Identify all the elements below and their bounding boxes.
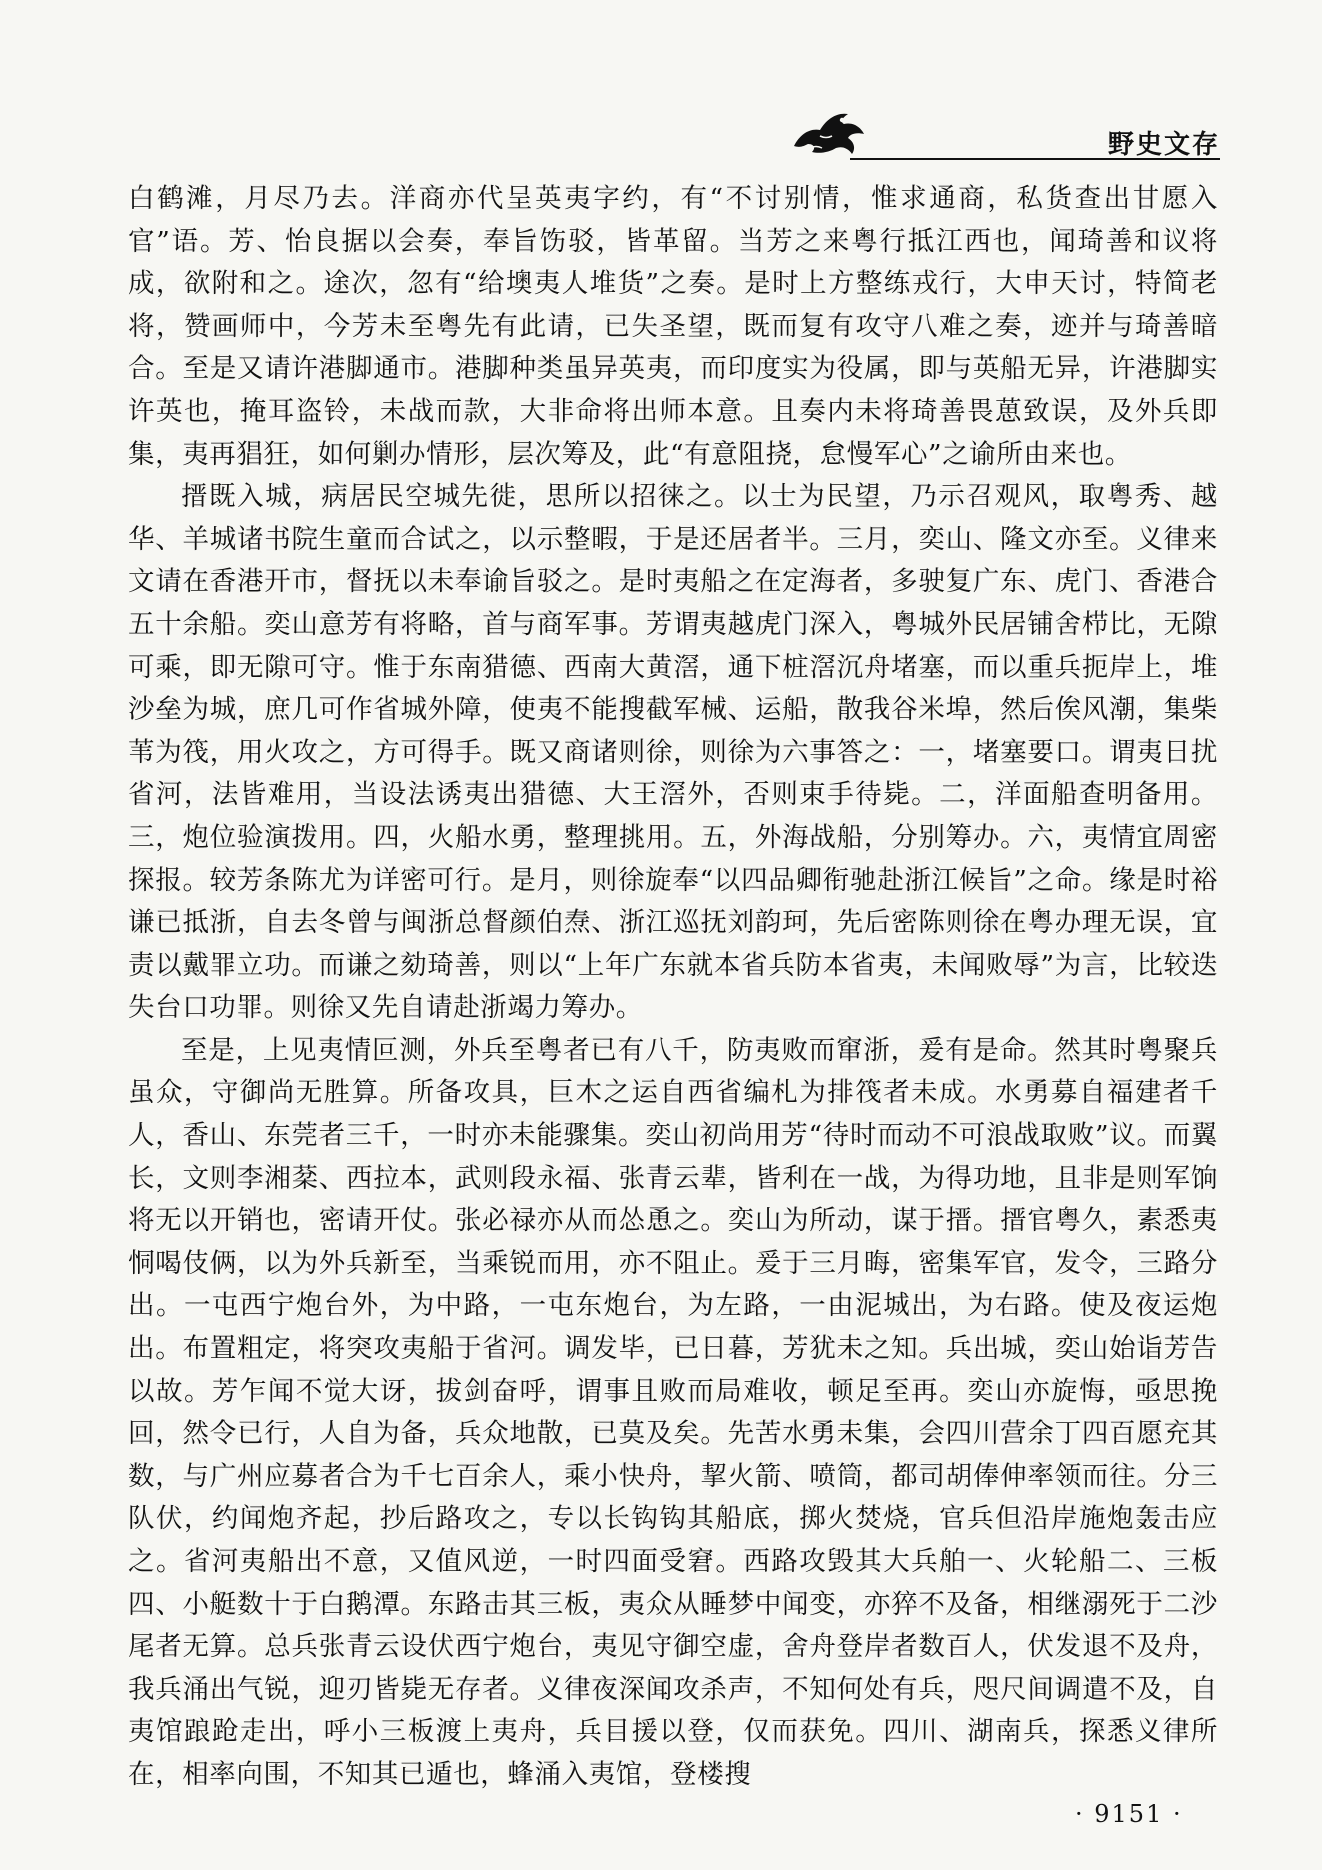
paragraph: 至是，上见夷情叵测，外兵至粤者已有八千，防夷败而窜浙，爰有是命。然其时粤聚兵虽众，守御尚无胜算。所备攻具，巨木之运自西省编札为排筏者未成。水勇募自福建者千人，香山、东莞者三千，一时亦未能骤集。奕山初尚用芳“待时而动不可浪战取败”议。而翼长，文则李湘棻、西拉本，武则段永福、张青云辈，皆利在一战，为得功地，且非是则军饷将无以开销也，密请开仗。张必禄亦从而怂恿之。奕山为所动，谋于搢。搢官粤久，素悉夷恫喝伎俩，以为外兵新至，当乘锐而用，亦不阻止。爰于三月晦，密集军官，发令，三路分出。一屯西宁炮台外，为中路，一屯东炮台，为左路，一由泥城出，为右路。使及夜运炮出。布置粗定，将突攻夷船于省河。调发毕，已日暮，芳犹未之知。兵出城，奕山始诣芳告以故。芳乍闻不觉大讶，拔剑奋呼，谓事且败而局难收，顿足至再。奕山亦旋悔，亟思挽回，然令已行，人自为备，兵众地散，已莫及矣。先苦水勇未集，会四川营余丁四百愿充其数，与广州应募者合为千七百余人，乘小快舟，挈火箭、喷筒，都司胡俸伸率领而往。分三队伏，约闻炮齐起，抄后路攻之，专以长钩钩其船底，掷火焚烧，官兵但沿岸施炮轰击应之。省河夷船出不意，又值风逆，一时四面受窘。西路攻毁其大兵舶一、火轮船二、三板四、小艇数十于白鹅潭。东路击其三板，夷众从睡梦中闻变，亦猝不及备，相继溺死于二沙尾者无算。总兵张青云设伏西宁炮台，夷见守御空虚，舍舟登岸者数百人，伏发退不及舟，我兵涌出气锐，迎刃皆毙无存者。义律夜深闻攻杀声，不知何处有兵，咫尺间调遣不及，自夷馆踉跄走出，呼小三板渡上夷舟，兵目援以登，仅而获免。四川、湖南兵，探悉义律所在，相率向围，不知其已遁也，蜂涌入夷馆，登楼搜	[128, 1034, 1218, 1790]
paragraph: 搢既入城，病居民空城先徙，思所以招徕之。以士为民望，乃示召观风，取粤秀、越华、羊城诸书院生童而合试之，以示整暇，于是还居者半。三月，奕山、隆文亦至。义律来文请在香港开市，督抚以未奉谕旨驳之。是时夷船之在定海者，多驶复广东、虎门、香港合五十余船。奕山意芳有将略，首与商军事。芳谓夷越虎门深入，粤城外民居铺舍栉比，无隙可乘，即无隙可守。惟于东南猎德、西南大黄滘，通下桩滘沉舟堵塞，而以重兵扼岸上，堆沙垒为城，庶几可作省城外障，使夷不能搜截军械、运船，散我谷米埠，然后俟风潮，集柴苇为筏，用火攻之，方可得手。既又商诸则徐，则徐为六事答之：一，堵塞要口。谓夷日扰省河，法皆难用，当设法诱夷出猎德、大王滘外，否则束手待毙。二，洋面船查明备用。三，炮位验演拨用。四，火船水勇，整理挑用。五，外海战船，分别筹办。六，夷情宜周密探报。较芳条陈尤为详密可行。是月，则徐旋奉“以四品卿衔驰赴浙江候旨”之命。缘是时裕谦已抵浙，自去冬曾与闽浙总督颜伯焘、浙江巡抚刘韵珂，先后密陈则徐在粤办理无误，宜责以戴罪立功。而谦之劾琦善，则以“上年广东就本省兵防本省夷，未闻败辱”为言，比较迭失台口功罪。则徐又先自请赴浙竭力筹办。	[128, 481, 1218, 1024]
running-header-title: 野史文存	[1107, 130, 1220, 160]
page-number: · 9151 ·	[1075, 1800, 1183, 1828]
paragraph: 白鹤滩，月尽乃去。洋商亦代呈英夷字约，有“不讨别情，惟求通商，私货查出甘愿入官”语。芳、怡良据以会奏，奉旨饬驳，皆革留。当芳之来粤行抵江西也，闻琦善和议将成，欲附和之。途次，忽有“给墺夷人堆货”之奏。是时上方整练戎行，大申天讨，特简老将，赞画师中，今芳未至粤先有此请，已失圣望，既而复有攻守八难之奏，迹并与琦善暗合。至是又请许港脚通市。港脚种类虽异英夷，而印度实为役属，即与英船无异，许港脚实许英也，掩耳盗铃，未战而款，大非命将出师本意。且奏内未将琦善畏葸致误，及外兵即集，夷再猖狂，如何剿办情形，层次筹及，此“有意阻挠，怠慢军心”之谕所由来也。	[128, 183, 1218, 470]
page-header	[790, 96, 1220, 166]
dragon-icon	[790, 106, 868, 158]
header-rule	[850, 158, 1220, 160]
body-text	[128, 178, 1218, 1797]
